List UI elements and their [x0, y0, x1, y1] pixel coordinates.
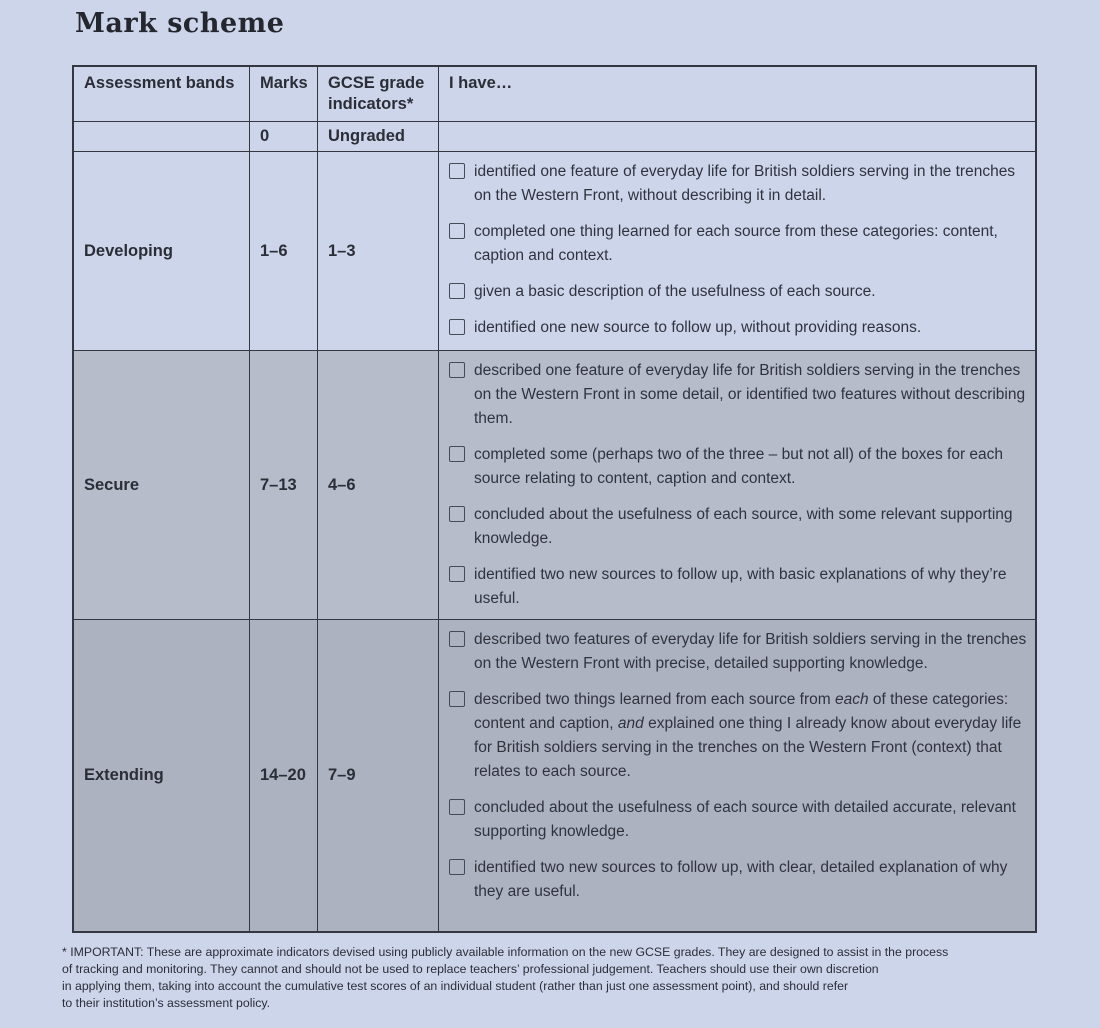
header-i-have: I have…: [449, 74, 513, 92]
checklist-item-text: described two things learned from each source from each of these categories: content and caption, and explained one thing I already know about everyday life for British soldiers serving in the trenches on the Western Front (context) that relates to each source.: [474, 691, 1022, 780]
checklist-item-text: concluded about the usefulness of each source, with some relevant supporting knowledge.: [474, 506, 1013, 547]
marks-extending: 14–20: [250, 620, 318, 931]
checklist-item: [449, 856, 1027, 904]
band-label-extending: Extending: [74, 620, 250, 931]
checklist-item: [449, 503, 1027, 551]
checkbox-icon: [449, 283, 465, 299]
table-ungraded-row: [74, 121, 1035, 151]
checklist-extending: [439, 620, 1035, 931]
footnote: [62, 944, 1072, 1012]
checklist-item: [449, 316, 1027, 340]
ungraded-marks-cell: 0: [250, 122, 318, 151]
checklist-item: [449, 280, 1027, 304]
checklist-item-text: identified two new sources to follow up, with clear, detailed explanation of why they are useful.: [474, 859, 1008, 900]
checkbox-icon: [449, 859, 465, 875]
checklist-item-text: described one feature of everyday life for British soldiers serving in the trenches on the Western Front in some detail, or identified two features without describing them.: [474, 362, 1026, 427]
table-row-developing: [74, 151, 1035, 350]
checkbox-icon: [449, 691, 465, 707]
checkbox-icon: [449, 163, 465, 179]
footnote-line: * IMPORTANT: These are approximate indicators devised using publicly available information on the new GCSE grades. They are designed to assist in the process: [62, 945, 949, 959]
table-header-row: [74, 67, 1035, 121]
checkbox-icon: [449, 223, 465, 239]
header-marks: Marks: [250, 67, 318, 121]
footnote-line: of tracking and monitoring. They cannot and should not be used to replace teachers’ professional judgement. Teachers should use their own discretion: [62, 962, 879, 976]
checklist-item-text: given a basic description of the usefulness of each source.: [474, 283, 876, 300]
checklist-item: [449, 160, 1027, 208]
ungraded-ihave-cell: [439, 122, 1035, 151]
checklist-item-text: identified one new source to follow up, without providing reasons.: [474, 319, 922, 336]
checklist-item-text: completed one thing learned for each source from these categories: content, caption and context.: [474, 223, 998, 264]
band-label-secure: Secure: [74, 351, 250, 619]
checklist-item-text: described two features of everyday life for British soldiers serving in the trenches on the Western Front with precise, detailed supporting knowledge.: [474, 631, 1027, 672]
footnote-line: in applying them, taking into account the cumulative test scores of an individual student (rather than just one assessment point), and should refer: [62, 979, 849, 993]
header-gcse-grade-indicators: GCSE grade indicators*: [318, 67, 439, 121]
marks-developing: 1–6: [250, 152, 318, 350]
footnote-line: to their institution’s assessment policy.: [62, 996, 271, 1010]
checkbox-icon: [449, 506, 465, 522]
gcse-extending: 7–9: [318, 620, 439, 931]
gcse-developing: 1–3: [318, 152, 439, 350]
checklist-developing: [439, 152, 1035, 350]
checklist-secure: [439, 351, 1035, 619]
checklist-item: [449, 443, 1027, 491]
checklist-item-text: completed some (perhaps two of the three – but not all) of the boxes for each source relating to content, caption and context.: [474, 446, 1004, 487]
checklist-item: [449, 359, 1027, 431]
checkbox-icon: [449, 446, 465, 462]
checklist-item: [449, 796, 1027, 844]
gcse-secure: 4–6: [318, 351, 439, 619]
table-row-extending: [74, 619, 1035, 931]
marks-secure: 7–13: [250, 351, 318, 619]
table-row-secure: [74, 350, 1035, 619]
checklist-item-text: concluded about the usefulness of each source with detailed accurate, relevant supporting knowledge.: [474, 799, 1016, 840]
checklist-item: [449, 688, 1027, 784]
checklist-item: [449, 563, 1027, 611]
band-label-developing: Developing: [74, 152, 250, 350]
checkbox-icon: [449, 319, 465, 335]
mark-scheme-table: [72, 65, 1037, 933]
checklist-item-text: identified two new sources to follow up, with basic explanations of why they’re useful.: [474, 566, 1007, 607]
checklist-item: [449, 628, 1027, 676]
ungraded-gcse-cell: Ungraded: [318, 122, 439, 151]
checkbox-icon: [449, 799, 465, 815]
checkbox-icon: [449, 631, 465, 647]
checkbox-icon: [449, 362, 465, 378]
header-assessment-bands: Assessment bands: [74, 67, 250, 121]
checklist-item-text: identified one feature of everyday life for British soldiers serving in the trenches on the Western Front, without describing it in detail.: [474, 163, 1016, 204]
checklist-item: [449, 220, 1027, 268]
checkbox-icon: [449, 566, 465, 582]
ungraded-band-cell: [74, 122, 250, 151]
page-title: Mark scheme: [75, 8, 285, 39]
